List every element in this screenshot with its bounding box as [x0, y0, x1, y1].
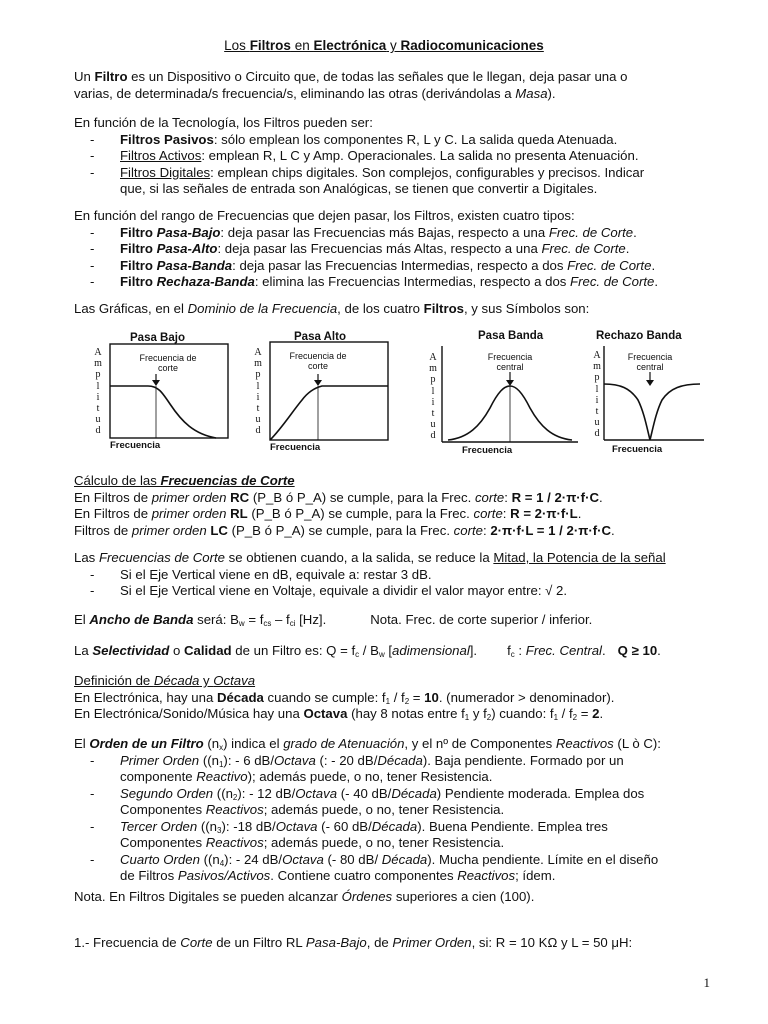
- sub-cs: cs: [263, 619, 272, 628]
- title-electronica: Electrónica: [313, 38, 387, 53]
- orden-text: (: [213, 785, 222, 801]
- list-dash: -: [90, 131, 95, 147]
- orden-text: (: [199, 851, 208, 867]
- octava-italic: Octava: [275, 818, 318, 834]
- filtro-word: Filtro: [120, 224, 157, 240]
- decada-value: 10: [424, 689, 439, 705]
- primer-orden: primer orden: [151, 506, 227, 521]
- octava-italic: Octava: [295, 785, 338, 801]
- list-item: - Primer Orden ($(n_1)$: - 6 dB/Octava (: - 20 dB/Década). Baja pendiente. Formado por un componente Reactivo); además puede, o no, tener Resistencia.: [90, 752, 624, 784]
- octava-text: ) cuando: f: [491, 706, 554, 721]
- corte-word: corte: [453, 522, 483, 538]
- nota-text: superiores a cien (100).: [392, 889, 535, 904]
- adimensional: adimensional: [392, 643, 470, 658]
- corte-word: corte: [474, 489, 505, 505]
- calidad: Calidad: [183, 643, 232, 658]
- orden-text: : - 6 dB/: [227, 752, 274, 768]
- graphs-filtros: Filtros: [423, 301, 464, 316]
- list-dash: -: [90, 752, 95, 768]
- chart-marker-label: Frecuencia de corte: [289, 351, 347, 371]
- technology-section: [74, 115, 724, 198]
- ejercicio-text: de un Filtro RL: [212, 935, 306, 950]
- selec-text: de un Filtro es: Q = f: [231, 643, 356, 658]
- decada-heading: y: [199, 673, 214, 688]
- sub-w: w: [378, 650, 385, 659]
- intro-paragraph: [74, 69, 724, 102]
- reactivo-italic: Reactivos: [205, 835, 264, 850]
- chart-title: Pasa Alto: [294, 331, 346, 343]
- decada-text: =: [409, 689, 425, 705]
- title-en: en: [290, 38, 314, 53]
- selectividad: Selectividad: [92, 643, 170, 658]
- rc: RC: [226, 489, 250, 505]
- orden-text: ) indica el: [223, 736, 284, 751]
- graphs-text: Las Gráficas, en el: [74, 301, 188, 316]
- octava-italic: Octava: [282, 851, 324, 867]
- corte-text: :: [502, 506, 511, 521]
- orden-text: ; ídem.: [515, 868, 556, 883]
- corte-italic: Corte: [180, 935, 213, 950]
- list-item: [74, 225, 724, 242]
- orden-text: (: [199, 752, 208, 768]
- ancho-text: será: B: [193, 612, 239, 627]
- orden-text: - 80 dB/: [331, 851, 382, 867]
- list-dash: -: [90, 148, 95, 163]
- orden-text: - 60 dB/: [325, 818, 372, 834]
- decada-heading: Definición de: [74, 673, 154, 688]
- orden-text: (n: [203, 736, 220, 751]
- list-item: - Cuarto Orden ($(n_4)$: - 24 dB/Octava (- 80 dB/ Década). Mucha pendiente. Límite en el diseño de Filtros Pasivos/Activos. Contiene cuatro componentes Reactivos; ídem.: [90, 851, 659, 883]
- frec-corte: Frec. de Corte: [548, 224, 634, 240]
- list-item: [74, 258, 724, 275]
- orden-text: (: [315, 752, 324, 768]
- primer-orden: primer orden: [151, 489, 227, 505]
- list-text: : elimina las Frecuencias Intermedias, respecto a dos: [254, 274, 571, 289]
- corte-heading-bold: Frecuencias de Corte: [160, 473, 295, 488]
- technology-heading: En función de la Tecnología, los Filtros pueden ser:: [74, 115, 373, 130]
- sub-n: 1: [218, 759, 224, 769]
- list-text: que, si las señales de entrada son Analógicas, se tienen que convertir a Digitales.: [120, 181, 598, 196]
- orden-name: Tercer Orden: [120, 818, 198, 834]
- corte-heading: Cálculo de las: [74, 473, 161, 488]
- octava-heading-word: Octava: [213, 673, 256, 688]
- orden-text: componente: [120, 769, 197, 784]
- decada-italic: Década: [377, 752, 423, 768]
- frec-corte: Frec. de Corte: [570, 274, 655, 289]
- sub-1: 1: [464, 713, 470, 722]
- chart-title: Pasa Banda: [478, 330, 544, 342]
- sub-c: c: [355, 650, 360, 659]
- decada-text: cuando se cumple: f: [263, 689, 386, 705]
- ancho-nota: Nota. Frec. de corte superior / inferior.: [370, 612, 593, 627]
- selec-text: / B: [359, 643, 379, 658]
- list-dash: -: [90, 241, 95, 256]
- title-filtros: Filtros: [249, 38, 291, 53]
- mitad-text: se obtienen cuando, a la salida, se reduce la: [225, 550, 494, 565]
- selectividad-section: [74, 643, 724, 660]
- formula-rc: R = 1 / 2·π·f·C: [511, 489, 599, 505]
- primer-orden: primer orden: [131, 522, 207, 538]
- list-text: : deja pasar las Frecuencias Intermedias, respecto a dos: [232, 257, 568, 273]
- graphs-intro: [74, 301, 724, 318]
- decada-italic: Década: [391, 785, 437, 801]
- sub-2: 2: [404, 696, 410, 706]
- filtro-word: Filtro: [120, 274, 157, 289]
- selec-text: f: [507, 643, 511, 658]
- frec-corte: Frec. de Corte: [567, 257, 652, 273]
- intro-text: ).: [547, 85, 556, 101]
- orden-text: (: [323, 851, 332, 867]
- nota-digitales: [74, 889, 724, 906]
- intro-text: varias, de determinada/s frecuencia/s, eliminando las otras (derivándolas a: [74, 85, 516, 101]
- orden-text: de Filtros: [120, 868, 178, 883]
- list-text: .: [651, 257, 656, 273]
- chart-lines: [590, 330, 710, 460]
- frec-corte: Frec. de Corte: [541, 241, 626, 256]
- types-section: [74, 208, 724, 291]
- orden-text: , y el nº de Componentes: [404, 736, 556, 751]
- reactivo-italic: Reactivo: [196, 769, 248, 784]
- formula-lc: 2·π·f·L = 1 / 2·π·f·C: [490, 522, 612, 538]
- title-pre: Los: [224, 38, 250, 53]
- chart-marker-label: Frecuencia de corte: [139, 353, 197, 373]
- ancho-text: El: [74, 612, 90, 627]
- list-text: Si el Eje Vertical viene en dB, equivale a: restar 3 dB.: [120, 566, 432, 582]
- list-text: : deja pasar las Frecuencias más Altas, respecto a una: [217, 241, 542, 256]
- grado-atenuacion: grado de Atenuación: [283, 736, 405, 751]
- rechaza-banda: Rechaza-Banda: [156, 274, 255, 289]
- octava-text: .: [599, 706, 604, 721]
- sub-n: 2: [232, 792, 238, 802]
- decada-italic: Década: [381, 851, 428, 867]
- list-text: : emplean R, L C y Amp. Operacionales. La salida no presenta Atenuación.: [201, 148, 639, 163]
- orden-text: . Contiene cuatro componentes: [270, 868, 458, 883]
- list-dash: -: [90, 851, 95, 867]
- corte-text: .: [577, 506, 582, 521]
- corte-word: corte: [473, 506, 503, 521]
- filter-charts: [90, 330, 710, 460]
- orden-text: - 40 dB/: [345, 785, 392, 801]
- orden-text: : - 12 dB/: [241, 785, 296, 801]
- selec-text: o: [169, 643, 184, 658]
- corte-text: (P_B ó P_A) se cumple, para la Frec.: [227, 522, 454, 538]
- orden-text: ). Baja pendiente. Formado por un: [422, 752, 624, 768]
- pasa-bajo-italic: Pasa-Bajo: [305, 935, 367, 950]
- orden-section: [74, 736, 724, 885]
- corte-text: (P_B ó P_A) se cumple, para la Frec.: [247, 506, 474, 521]
- sub-ci: ci: [289, 619, 296, 628]
- octava-text: / f: [558, 706, 573, 721]
- x-axis-label: Frecuencia: [270, 442, 321, 453]
- x-axis-label: Frecuencia: [462, 445, 513, 456]
- q-value: Q ≥ 10: [617, 643, 658, 658]
- reactivo-italic: Reactivos: [205, 802, 264, 817]
- list-dash: -: [90, 785, 95, 801]
- graphs-text: , de los cuatro: [337, 301, 424, 316]
- list-dash: -: [90, 274, 95, 289]
- corte-text: .: [611, 522, 615, 538]
- orden-text: ) Pendiente moderada. Emplea dos: [436, 785, 645, 801]
- primer-orden-italic: Primer Orden: [392, 935, 472, 950]
- corte-text: Filtros de: [74, 522, 132, 538]
- intro-text: Un: [74, 69, 95, 84]
- list-text: : sólo emplean los componentes R, L y C. La salida queda Atenuada.: [213, 131, 618, 147]
- decada-heading-word: Década: [153, 673, 200, 688]
- pasa-banda: Pasa-Banda: [156, 257, 233, 273]
- x-axis-label: Frecuencia: [612, 444, 663, 455]
- orden-text: : - 24 dB/: [228, 851, 283, 867]
- orden-text: Componentes: [120, 835, 206, 850]
- ancho-text: [Hz].: [295, 612, 327, 627]
- octava-text: =: [577, 706, 593, 721]
- page-number: 1: [703, 975, 710, 990]
- filtro-word: Filtro: [120, 241, 157, 256]
- chart-pasa-alto: [248, 330, 398, 460]
- sub-c: c: [510, 650, 515, 659]
- sub-n: 4: [219, 858, 225, 868]
- ancho-banda: Ancho de Banda: [89, 612, 194, 627]
- intro-masa: Masa: [515, 85, 548, 101]
- mitad-frec: Frecuencias de Corte: [98, 550, 226, 565]
- list-item: [74, 165, 724, 198]
- rl: RL: [226, 506, 248, 521]
- chart-pasa-banda: [426, 330, 586, 460]
- sub-2: 2: [572, 713, 578, 722]
- orden-text: (: [337, 785, 346, 801]
- list-dash: -: [90, 164, 95, 180]
- octava-value: 2: [592, 706, 600, 721]
- frec-central: Frec. Central: [525, 643, 602, 658]
- selec-text: La: [74, 643, 93, 658]
- lc: LC: [206, 522, 228, 538]
- axis-letters: A m p l i t u d: [254, 347, 262, 437]
- mitad-potencia: Mitad, la Potencia de la señal: [493, 550, 666, 565]
- selec-text: ].: [469, 643, 478, 658]
- list-item: [74, 567, 724, 584]
- graphs-dominio: Dominio de la Frecuencia: [187, 301, 338, 316]
- selec-text: .: [657, 643, 661, 658]
- orden-text: ). Buena Pendiente. Emplea tres: [417, 818, 608, 834]
- pasa-alto: Pasa-Alto: [156, 241, 218, 256]
- orden-name: Primer Orden: [120, 752, 200, 768]
- orden-text: : -18 dB/: [225, 818, 276, 834]
- ejercicio-text: , de: [366, 935, 393, 950]
- list-item: [74, 148, 724, 165]
- chart-title: Pasa Bajo: [130, 332, 185, 344]
- corte-text: En Filtros de: [74, 506, 152, 521]
- ejercicio-text: , si: R = 10 KΩ y L = 50 μH:: [471, 935, 633, 950]
- decada-text: En Electrónica, hay una: [74, 689, 217, 705]
- list-text: .: [625, 241, 630, 256]
- orden-name: Cuarto Orden: [120, 851, 200, 867]
- corte-text: :: [504, 489, 512, 505]
- chart-marker-label: Frecuencia central: [627, 352, 673, 372]
- formula-rl: R = 2·π·f·L: [510, 506, 578, 521]
- orden-text: (: [317, 818, 326, 834]
- octava-word: Octava: [303, 706, 348, 721]
- chart-rechazo-banda: [590, 330, 710, 460]
- corte-text: En Filtros de: [74, 489, 152, 505]
- list-text: : emplean chips digitales. Son complejos, configurables y precisos. Indicar: [210, 164, 645, 180]
- mitad-text: Las: [74, 550, 99, 565]
- list-item: [74, 274, 724, 291]
- ancho-section: [74, 612, 724, 629]
- octava-text: En Electrónica/Sonido/Música hay una: [74, 706, 304, 721]
- pasa-bajo: Pasa-Bajo: [156, 224, 221, 240]
- ejercicio-text: 1.- Frecuencia de: [74, 935, 181, 950]
- orden-text: ; además puede, o no, tener Resistencia.: [263, 802, 505, 817]
- filtros-pasivos: Filtros Pasivos: [120, 131, 214, 147]
- list-text: Si el Eje Vertical viene en Voltaje, equivale a dividir el valor mayor entre: √ 2.: [120, 583, 568, 598]
- list-item: [74, 241, 724, 258]
- filtros-digitales: Filtros Digitales: [120, 164, 211, 180]
- mitad-section: [74, 550, 724, 600]
- orden-text: Componentes: [120, 802, 206, 817]
- axis-letters: A m p l i t u d: [593, 350, 601, 440]
- list-text: .: [654, 274, 659, 289]
- list-item: [74, 132, 724, 149]
- list-item: [74, 583, 724, 600]
- sub-n: 3: [217, 825, 222, 835]
- corte-text: :: [483, 522, 491, 538]
- octava-italic: Octava: [274, 752, 316, 768]
- orden-text: ; además puede, o no, tener Resistencia.: [263, 835, 505, 850]
- list-text: .: [633, 224, 637, 240]
- sub-x: x: [219, 743, 224, 752]
- ancho-text: – f: [271, 612, 290, 627]
- orden-text: El: [74, 736, 90, 751]
- orden-filtro: Orden de un Filtro: [89, 736, 204, 751]
- chart-marker-label: Frecuencia central: [487, 352, 533, 372]
- ordenes-italic: Órdenes: [341, 889, 393, 904]
- selec-text: :: [514, 643, 526, 658]
- decada-text: / f: [390, 689, 405, 705]
- page-title: [0, 38, 768, 53]
- list-dash: -: [90, 583, 95, 598]
- sub-w: w: [238, 619, 245, 628]
- chart-lines: [426, 330, 586, 460]
- title-y: y: [386, 38, 401, 53]
- list-item: - Tercer Orden ($(n_3)$: -18 dB/Octava (- 60 dB/Década). Buena Pendiente. Emplea tres Componentes Reactivos; además puede, o no, tener Resistencia.: [90, 818, 608, 850]
- corte-text: .: [599, 489, 603, 505]
- ejercicio-1: [74, 935, 724, 952]
- nota-text: Nota. En Filtros Digitales se pueden alcanzar: [74, 889, 342, 904]
- list-dash: -: [90, 818, 95, 834]
- corte-section: [74, 473, 724, 539]
- octava-text: y f: [469, 706, 487, 721]
- filtro-word: Filtro: [120, 257, 157, 273]
- sub-2: 2: [486, 713, 492, 722]
- title-radio: Radiocomunicaciones: [400, 38, 544, 53]
- decada-word: Década: [216, 689, 264, 705]
- list-text: : deja pasar las Frecuencias más Bajas, respecto a una: [220, 224, 549, 240]
- axis-letters: A m p l i t u d: [94, 347, 102, 437]
- decada-text: . (numerador > denominador).: [438, 689, 615, 705]
- chart-pasa-bajo: [90, 330, 240, 460]
- sub-1: 1: [385, 696, 391, 706]
- octava-text: (hay 8 notas entre f: [347, 706, 465, 721]
- x-axis-label: Frecuencia: [110, 440, 161, 451]
- chart-lines: [248, 330, 398, 460]
- decada-section: [74, 673, 724, 723]
- reactivos: Reactivos: [555, 736, 614, 751]
- selec-text: [: [384, 643, 393, 658]
- orden-text: ). Mucha pendiente. Límite en el diseño: [427, 851, 659, 867]
- axis-letters: A m p l i t u d: [429, 352, 437, 442]
- corte-text: (P_B ó P_A) se cumple, para la Frec.: [249, 489, 475, 505]
- orden-text: (: [197, 818, 206, 834]
- types-heading: En función del rango de Frecuencias que dejen pasar, los Filtros, existen cuatro tipos:: [74, 208, 575, 223]
- decada-italic: Década: [371, 818, 418, 834]
- list-dash: -: [90, 566, 95, 582]
- pasivos-activos: Pasivos/Activos: [177, 868, 271, 883]
- chart-title: Rechazo Banda: [596, 330, 682, 342]
- list-dash: -: [90, 257, 95, 273]
- list-dash: -: [90, 224, 95, 240]
- orden-text: (L ò C):: [613, 736, 661, 751]
- orden-name: Segundo Orden: [120, 785, 214, 801]
- sub-1: 1: [553, 713, 559, 722]
- graphs-text: , y sus Símbolos son:: [463, 301, 590, 316]
- selec-text: .: [601, 643, 606, 658]
- orden-text: : - 20 dB/: [323, 752, 378, 768]
- ancho-text: = f: [244, 612, 264, 627]
- reactivos-italic: Reactivos: [457, 868, 516, 883]
- intro-filtro: Filtro: [94, 69, 128, 84]
- orden-text: ); además puede, o no, tener Resistencia.: [247, 769, 493, 784]
- list-item: - Segundo Orden ($(n_2)$: - 12 dB/Octava (- 40 dB/Década) Pendiente moderada. Emplea dos Componentes Reactivos; además puede, o no, tener Resistencia.: [90, 785, 645, 817]
- intro-text: es un Dispositivo o Circuito que, de todas las señales que le llegan, deja pasar una o: [127, 69, 628, 84]
- filtros-activos: Filtros Activos: [120, 148, 202, 163]
